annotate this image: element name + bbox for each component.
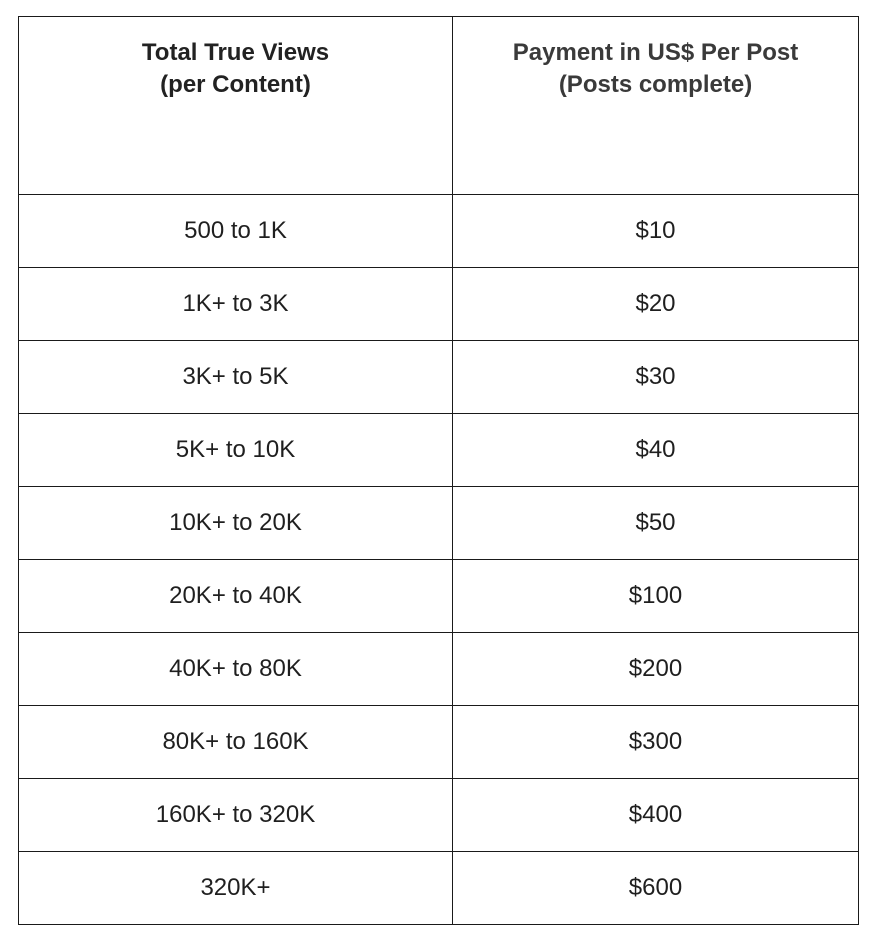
table-row <box>19 268 859 341</box>
views-cell: 3K+ to 5K <box>19 341 453 414</box>
views-cell: 10K+ to 20K <box>19 487 453 560</box>
table-row <box>19 195 859 268</box>
views-cell: 320K+ <box>19 852 453 925</box>
views-cell: 20K+ to 40K <box>19 560 453 633</box>
views-cell: 40K+ to 80K <box>19 633 453 706</box>
table-row <box>19 560 859 633</box>
views-cell: 80K+ to 160K <box>19 706 453 779</box>
views-cell: 5K+ to 10K <box>19 414 453 487</box>
payment-header-line2: (Posts complete) <box>558 71 753 98</box>
table-row <box>19 414 859 487</box>
payment-cell: $40 <box>453 414 859 487</box>
payment-rate-table <box>18 16 859 925</box>
payment-cell: $30 <box>453 341 859 414</box>
payment-cell: $10 <box>453 195 859 268</box>
payment-header-line1: Payment in US$ Per Post <box>512 39 799 66</box>
payment-cell: $100 <box>453 560 859 633</box>
views-column-header <box>19 17 453 195</box>
table-row <box>19 779 859 852</box>
payment-cell: $50 <box>453 487 859 560</box>
payment-cell: $400 <box>453 779 859 852</box>
table-row <box>19 706 859 779</box>
views-header-line2: (per Content) <box>160 71 311 98</box>
payment-column-header <box>453 17 859 195</box>
payment-cell: $300 <box>453 706 859 779</box>
table-row <box>19 633 859 706</box>
payment-cell: $600 <box>453 852 859 925</box>
table-row <box>19 341 859 414</box>
table-header-row <box>19 17 859 195</box>
views-cell: 160K+ to 320K <box>19 779 453 852</box>
views-cell: 1K+ to 3K <box>19 268 453 341</box>
views-cell: 500 to 1K <box>19 195 453 268</box>
table-row <box>19 852 859 925</box>
table-row <box>19 487 859 560</box>
payment-cell: $200 <box>453 633 859 706</box>
payment-table-container <box>18 16 858 925</box>
payment-cell: $20 <box>453 268 859 341</box>
views-header-line1: Total True Views <box>141 39 330 66</box>
